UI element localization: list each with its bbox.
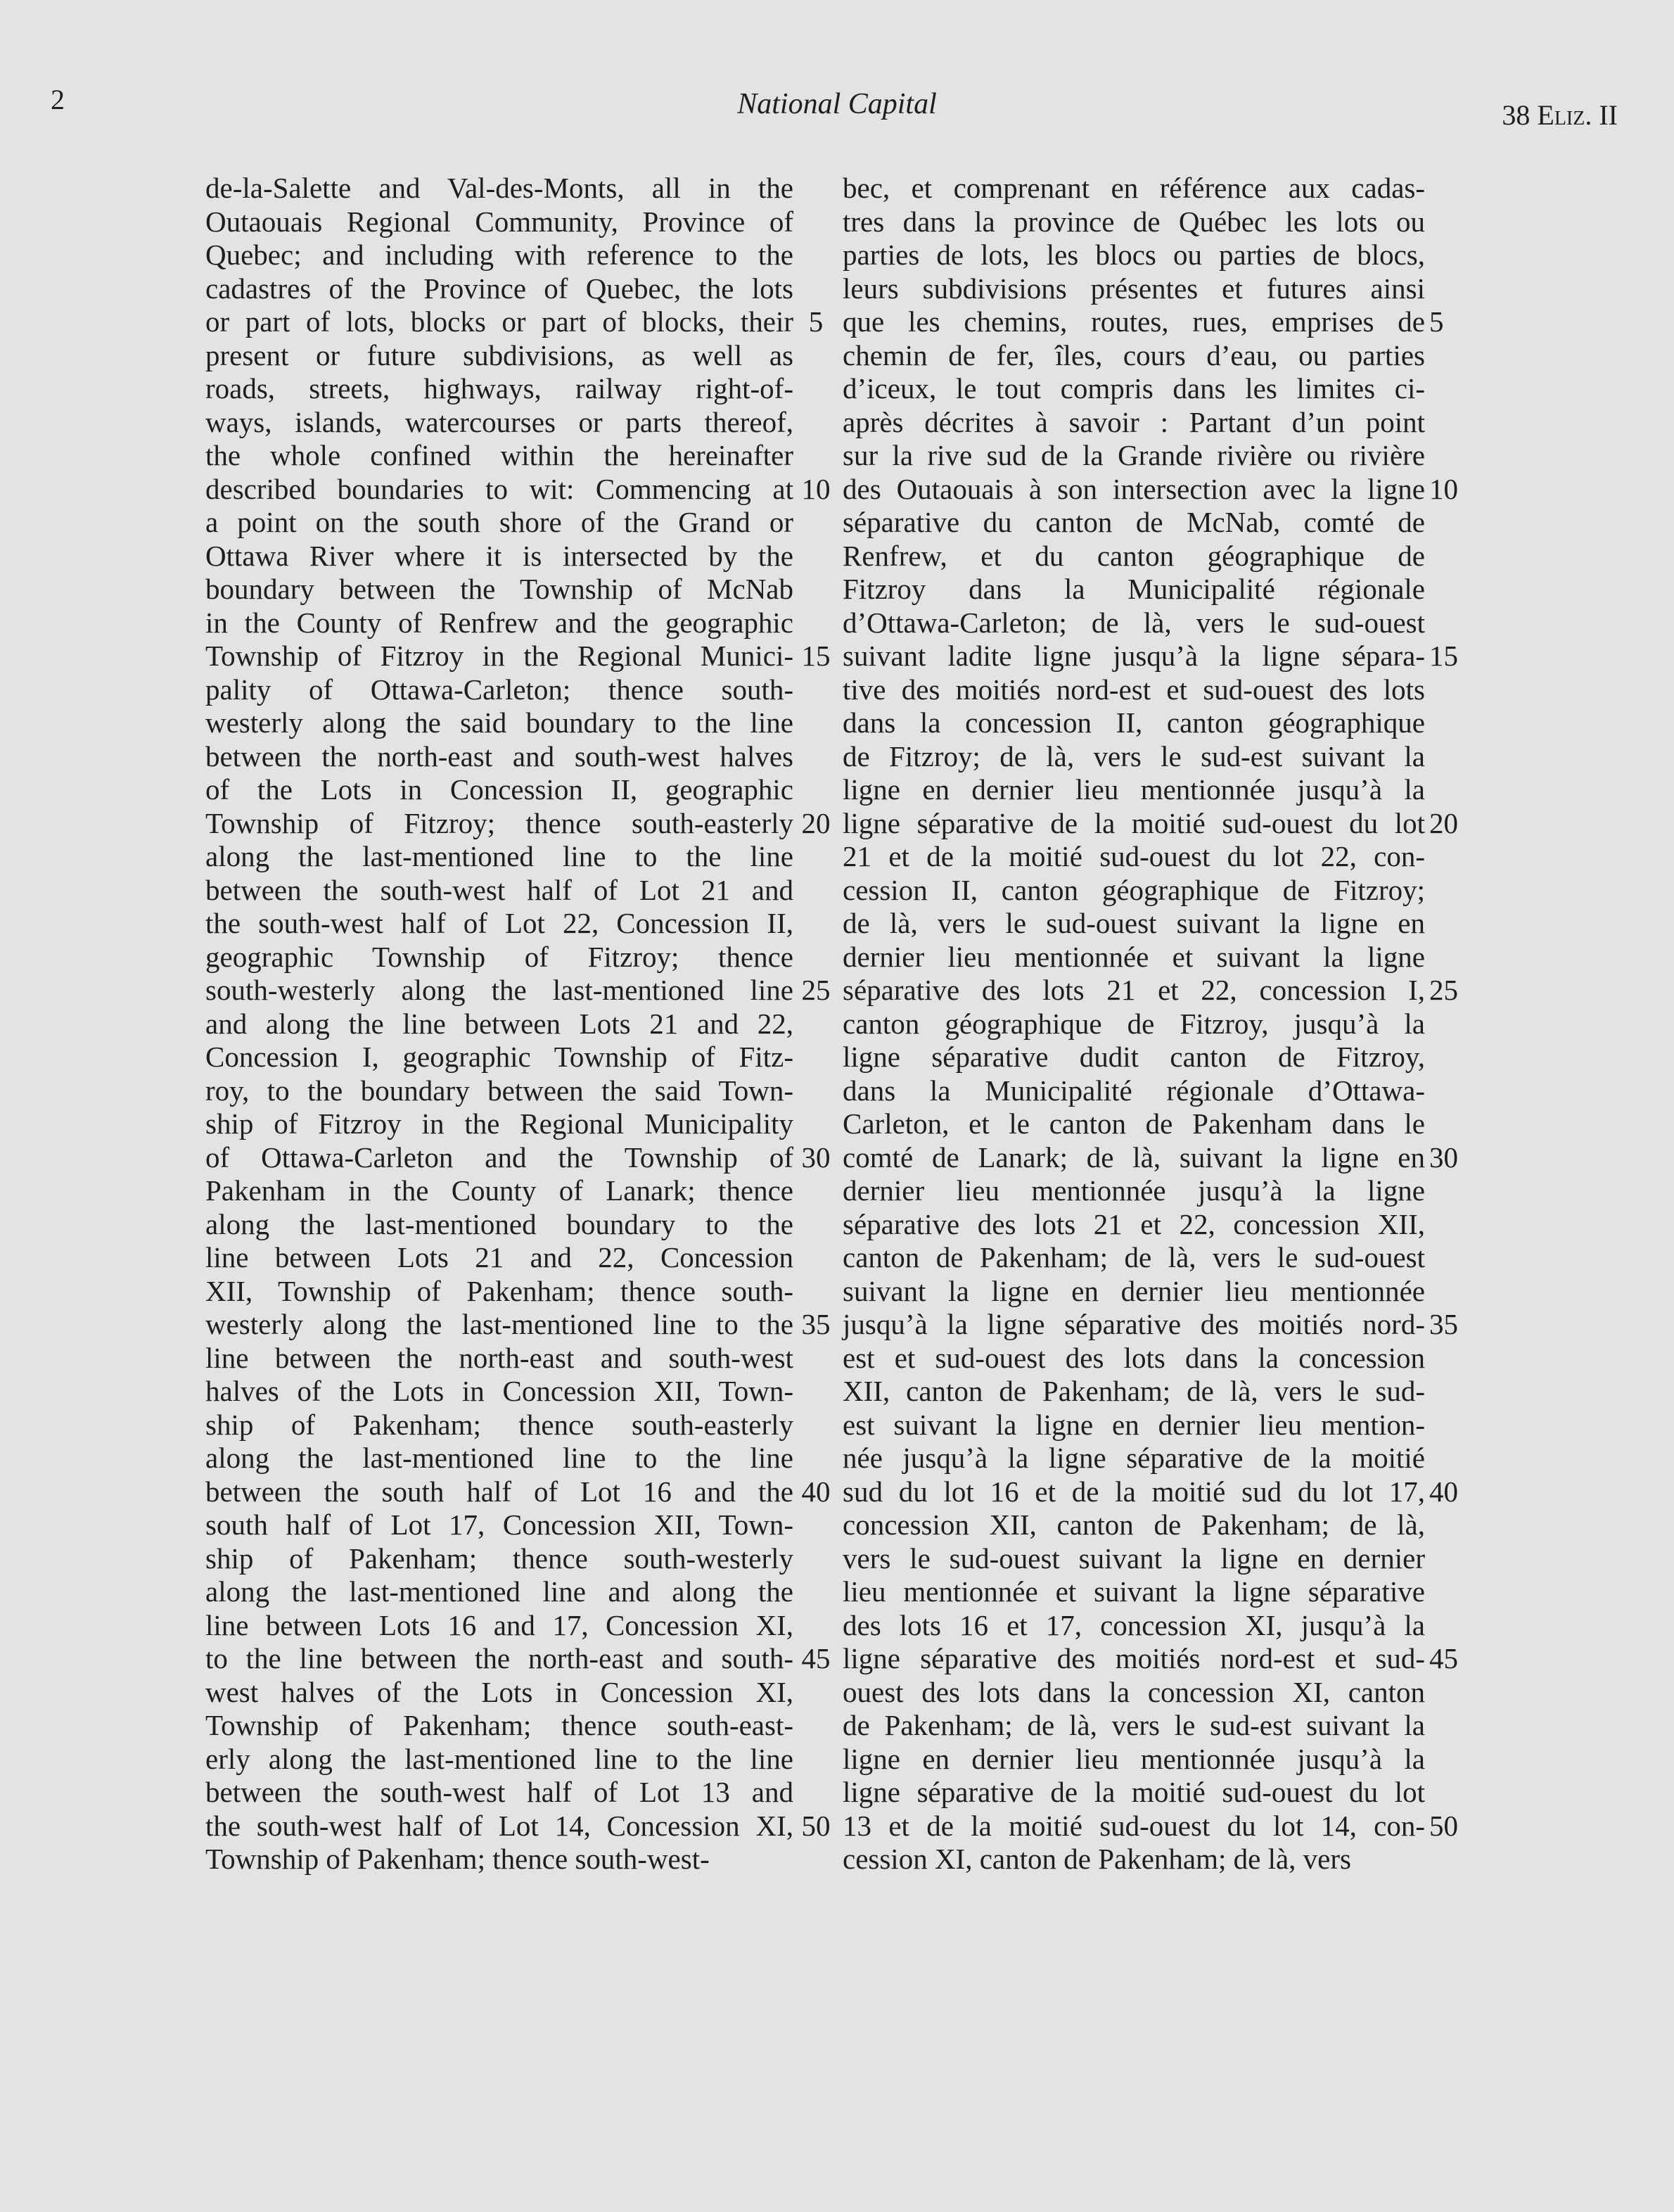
french-text-line: d’iceux, le tout compris dans les limites ci- — [843, 372, 1425, 405]
french-text-line: ligne en dernier lieu mentionnée jusqu’à la — [843, 1742, 1425, 1775]
english-text-line: de-la-Salette and Val-des-Monts, all in the — [205, 172, 793, 204]
english-text-line: ship of Pakenham; thence south-westerly — [205, 1542, 793, 1575]
french-text-line: jusqu’à la ligne séparative des moitiés nord- — [843, 1308, 1425, 1340]
english-text-line: described boundaries to wit: Commencing at — [205, 472, 793, 505]
french-text-line: chemin de fer, îles, cours d’eau, ou parties — [843, 338, 1425, 371]
french-text-line: bec, et comprenant en référence aux cadas- — [843, 172, 1425, 204]
line-number-english: 20 — [801, 806, 831, 839]
english-column — [205, 172, 793, 1876]
line-number-english: 40 — [801, 1475, 831, 1508]
french-text-line: cession XI, canton de Pakenham; de là, vers — [843, 1843, 1351, 1875]
english-text-line: between the south-west half of Lot 21 and — [205, 873, 793, 906]
french-text-line: comté de Lanark; de là, suivant la ligne en — [843, 1140, 1425, 1174]
english-text-line: along the last-mentioned line to the line — [205, 1442, 793, 1474]
french-text-line: 13 et de la moitié sud-ouest du lot 14, con- — [843, 1809, 1425, 1842]
english-text-line: in the County of Renfrew and the geographic — [205, 606, 793, 639]
english-text-line: boundary between the Township of McNab — [205, 573, 793, 605]
english-text-line: of the Lots in Concession II, geographic — [205, 773, 793, 806]
english-text-line: Township of Pakenham; thence south-east- — [205, 1709, 793, 1741]
line-number-english: 30 — [801, 1140, 831, 1174]
english-text-line: between the south-west half of Lot 13 and — [205, 1776, 793, 1808]
french-text-line: est et sud-ouest des lots dans la concession — [843, 1341, 1425, 1374]
line-number-english: 10 — [801, 472, 831, 505]
line-number-french: 30 — [1429, 1140, 1458, 1174]
french-text-line: Renfrew, et du canton géographique de — [843, 539, 1425, 572]
french-text-line: née jusqu’à la ligne séparative de la moitié — [843, 1442, 1425, 1474]
french-text-line: canton de Pakenham; de là, vers le sud-ouest — [843, 1241, 1425, 1273]
french-text-line: séparative des lots 21 et 22, concession XII, — [843, 1207, 1425, 1240]
english-text-line: of Ottawa-Carleton and the Township of — [205, 1140, 793, 1174]
english-text-line: Township of Pakenham; thence south-west- — [205, 1843, 710, 1875]
french-text-line: 21 et de la moitié sud-ouest du lot 22, con- — [843, 840, 1425, 872]
french-text-line: des Outaouais à son intersection avec la ligne — [843, 472, 1425, 505]
french-text-line: est suivant la ligne en dernier lieu mention- — [843, 1408, 1425, 1441]
english-text-line: line between the north-east and south-west — [205, 1341, 793, 1374]
english-text-line: erly along the last-mentioned line to the line — [205, 1742, 793, 1775]
line-number-french: 5 — [1429, 305, 1444, 338]
french-text-line: séparative des lots 21 et 22, concession I, — [843, 974, 1425, 1006]
english-text-line: roads, streets, highways, railway right-of- — [205, 372, 793, 405]
english-text-line: west halves of the Lots in Concession XI, — [205, 1675, 793, 1708]
english-text-line: south half of Lot 17, Concession XII, Town- — [205, 1508, 793, 1541]
french-text-line: de là, vers le sud-ouest suivant la ligne en — [843, 907, 1425, 939]
french-text-line: que les chemins, routes, rues, emprises de — [843, 305, 1425, 338]
line-number-french: 50 — [1429, 1809, 1458, 1842]
french-text-line: parties de lots, les blocs ou parties de blocs, — [843, 239, 1425, 271]
english-text-line: between the south half of Lot 16 and the — [205, 1475, 793, 1508]
french-text-line: canton géographique de Fitzroy, jusqu’à la — [843, 1007, 1425, 1040]
french-text-line: ligne séparative dudit canton de Fitzroy, — [843, 1041, 1425, 1073]
line-number-english: 50 — [801, 1809, 831, 1842]
line-number-french: 35 — [1429, 1308, 1458, 1340]
french-text-line: de Pakenham; de là, vers le sud-est suivant la — [843, 1709, 1425, 1741]
english-text-line: to the line between the north-east and south- — [205, 1642, 793, 1674]
english-text-line: halves of the Lots in Concession XII, Town- — [205, 1375, 793, 1407]
line-number-french: 15 — [1429, 640, 1458, 672]
french-text-line: sud du lot 16 et de la moitié sud du lot 17, — [843, 1475, 1425, 1508]
english-text-line: Township of Fitzroy; thence south-easterly — [205, 806, 793, 839]
english-text-line: along the last-mentioned boundary to the — [205, 1207, 793, 1240]
english-text-line: westerly along the last-mentioned line to the — [205, 1308, 793, 1340]
french-text-line: leurs subdivisions présentes et futures ainsi — [843, 272, 1425, 305]
english-text-line: line between Lots 16 and 17, Concession XI, — [205, 1608, 793, 1641]
french-text-line: concession XII, canton de Pakenham; de là, — [843, 1508, 1425, 1541]
french-text-line: ligne en dernier lieu mentionnée jusqu’à la — [843, 773, 1425, 806]
line-number-english: 45 — [801, 1642, 831, 1674]
french-text-line: des lots 16 et 17, concession XI, jusqu’à la — [843, 1608, 1425, 1641]
french-text-line: dans la concession II, canton géographique — [843, 706, 1425, 739]
page-number: 2 — [51, 84, 65, 115]
line-number-french: 40 — [1429, 1475, 1458, 1508]
english-text-line: the south-west half of Lot 22, Concession II, — [205, 907, 793, 939]
english-text-line: present or future subdivisions, as well as — [205, 338, 793, 371]
english-text-line: or part of lots, blocks or part of blocks, their — [205, 305, 793, 338]
english-text-line: XII, Township of Pakenham; thence south- — [205, 1274, 793, 1307]
english-text-line: Township of Fitzroy in the Regional Munici- — [205, 640, 793, 672]
french-text-line: ligne séparative des moitiés nord-est et sud- — [843, 1642, 1425, 1674]
line-number-french: 10 — [1429, 472, 1458, 505]
french-text-line: après décrites à savoir : Partant d’un point — [843, 405, 1425, 438]
english-text-line: cadastres of the Province of Quebec, the lots — [205, 272, 793, 305]
english-text-line: ship of Fitzroy in the Regional Municipality — [205, 1107, 793, 1140]
french-text-line: XII, canton de Pakenham; de là, vers le sud- — [843, 1375, 1425, 1407]
french-text-line: cession II, canton géographique de Fitzroy; — [843, 873, 1425, 906]
english-text-line: roy, to the boundary between the said Town- — [205, 1074, 793, 1107]
english-text-line: between the north-east and south-west halves — [205, 739, 793, 773]
french-text-line: ligne séparative de la moitié sud-ouest du lot — [843, 806, 1425, 839]
english-text-line: the south-west half of Lot 14, Concession XI, — [205, 1809, 793, 1842]
french-text-line: ouest des lots dans la concession XI, canton — [843, 1675, 1425, 1708]
french-text-line: sur la rive sud de la Grande rivière ou rivière — [843, 439, 1425, 471]
french-text-line: de Fitzroy; de là, vers le sud-est suivant la — [843, 739, 1425, 773]
line-number-english: 35 — [801, 1308, 831, 1340]
line-number-english: 25 — [801, 974, 831, 1006]
english-text-line: Quebec; and including with reference to the — [205, 239, 793, 271]
running-title: National Capital — [737, 88, 937, 120]
line-number-french: 45 — [1429, 1642, 1458, 1674]
english-text-line: westerly along the said boundary to the line — [205, 706, 793, 739]
french-column — [843, 172, 1425, 1876]
english-text-line: line between Lots 21 and 22, Concession — [205, 1241, 793, 1273]
english-text-line: Concession I, geographic Township of Fitz- — [205, 1041, 793, 1073]
english-text-line: Pakenham in the County of Lanark; thence — [205, 1174, 793, 1207]
french-text-line: tres dans la province de Québec les lots ou — [843, 205, 1425, 238]
english-text-line: and along the line between Lots 21 and 22, — [205, 1007, 793, 1040]
french-text-line: tive des moitiés nord-est et sud-ouest des lots — [843, 673, 1425, 706]
english-text-line: geographic Township of Fitzroy; thence — [205, 940, 793, 973]
page-header — [0, 0, 1674, 141]
french-text-line: dernier lieu mentionnée jusqu’à la ligne — [843, 1174, 1425, 1207]
english-text-line: ways, islands, watercourses or parts thereof, — [205, 405, 793, 438]
english-text-line: along the last-mentioned line and along the — [205, 1575, 793, 1608]
french-text-line: vers le sud-ouest suivant la ligne en dernier — [843, 1542, 1425, 1575]
line-number-english: 15 — [801, 640, 831, 672]
english-text-line: the whole confined within the hereinafter — [205, 439, 793, 471]
line-number-english: 5 — [808, 305, 824, 338]
english-text-line: Ottawa River where it is intersected by the — [205, 539, 793, 572]
english-text-line: along the last-mentioned line to the line — [205, 840, 793, 872]
english-text-line: ship of Pakenham; thence south-easterly — [205, 1408, 793, 1441]
french-text-line: dernier lieu mentionnée et suivant la ligne — [843, 940, 1425, 973]
french-text-line: Fitzroy dans la Municipalité régionale — [843, 573, 1425, 605]
french-text-line: suivant ladite ligne jusqu’à la ligne sépara- — [843, 640, 1425, 672]
french-text-line: dans la Municipalité régionale d’Ottawa- — [843, 1074, 1425, 1107]
english-text-line: Outaouais Regional Community, Province of — [205, 205, 793, 238]
line-number-french: 25 — [1429, 974, 1458, 1006]
french-text-line: Carleton, et le canton de Pakenham dans le — [843, 1107, 1425, 1140]
french-text-line: ligne séparative de la moitié sud-ouest du lot — [843, 1776, 1425, 1808]
french-text-line: séparative du canton de McNab, comté de — [843, 506, 1425, 538]
english-text-line: pality of Ottawa-Carleton; thence south- — [205, 673, 793, 706]
french-text-line: d’Ottawa-Carleton; de là, vers le sud-ouest — [843, 606, 1425, 639]
line-number-french: 20 — [1429, 806, 1458, 839]
french-text-line: lieu mentionnée et suivant la ligne séparative — [843, 1575, 1425, 1608]
english-text-line: south-westerly along the last-mentioned line — [205, 974, 793, 1006]
english-text-line: a point on the south shore of the Grand or — [205, 506, 793, 538]
french-text-line: suivant la ligne en dernier lieu mentionnée — [843, 1274, 1425, 1307]
regnal-year: 38 Eliz. II — [1502, 99, 1618, 131]
